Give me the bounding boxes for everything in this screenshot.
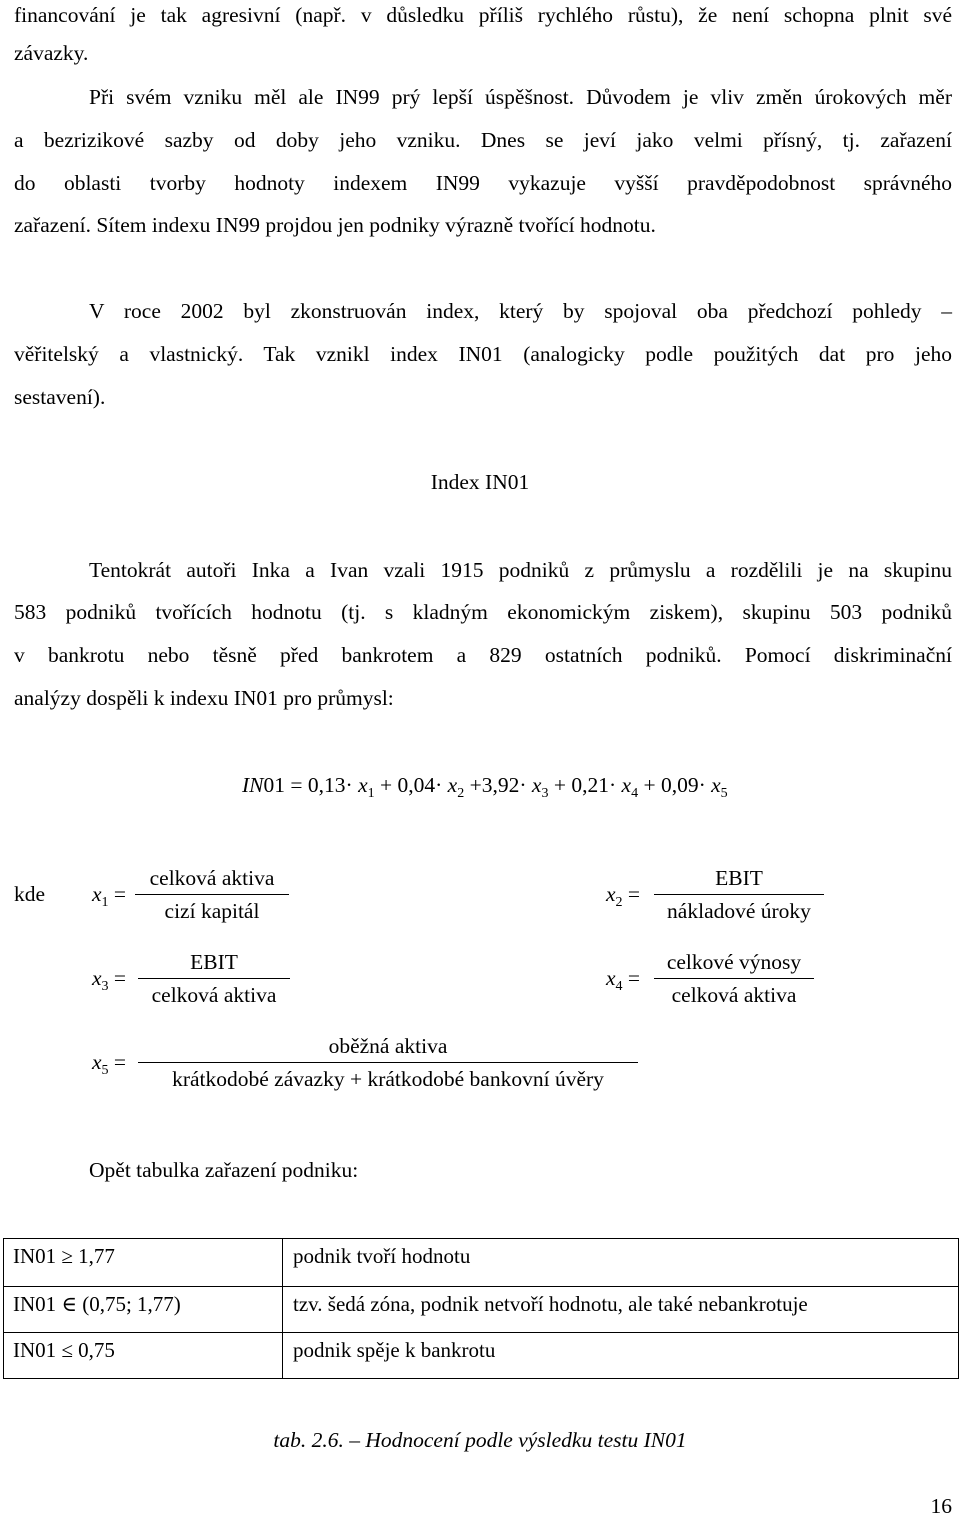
formula-coefficient: 0,13 xyxy=(307,773,346,797)
result-cell: podnik spěje k bankrotu xyxy=(283,1333,959,1379)
fraction-bar xyxy=(138,1062,638,1063)
table-row xyxy=(4,1287,959,1333)
fraction-bar xyxy=(135,894,289,895)
fraction-denominator: krátkodobé závazky + krátkodobé bankovní úvěry xyxy=(172,1067,604,1091)
fraction-bar xyxy=(654,894,824,895)
x1-variable: $x_1$ = xyxy=(92,882,127,910)
formula-subscript: 1 xyxy=(367,786,375,801)
result-cell: podnik tvoří hodnotu xyxy=(283,1239,959,1287)
formula-coefficient: 0,09 xyxy=(660,773,699,797)
condition-cell: IN01 ≥ 1,77 xyxy=(4,1239,283,1287)
table-intro: Opět tabulka zařazení podniku: xyxy=(89,1158,359,1182)
where-label: kde xyxy=(14,882,46,906)
fraction-denominator: cizí kapitál xyxy=(164,899,260,923)
text-line: věřitelský a vlastnický. Tak vznikl index IN01 (analogicky podle použitých dat pro jeho xyxy=(14,342,952,366)
fraction-denominator: nákladové úroky xyxy=(667,899,811,923)
assessment-table xyxy=(3,1238,959,1379)
text-line: v bankrotu nebo těsně před bankrotem a 829 ostatních podniků. Pomocí diskriminační xyxy=(14,643,952,667)
text-line: financování je tak agresivní (např. v důsledku příliš rychlého růstu), že není schopna plnit své xyxy=(14,3,952,27)
table-caption: tab. 2.6. – Hodnocení podle výsledku testu IN01 xyxy=(273,1428,687,1452)
fraction-numerator: celkové výnosy xyxy=(666,950,802,974)
formula-coefficient: 0,21 xyxy=(571,773,609,797)
x3-fraction xyxy=(138,950,290,1008)
formula-operator: + xyxy=(643,773,656,797)
formula-subscript: 2 xyxy=(457,786,465,801)
condition-cell: IN01 ≤ 0,75 xyxy=(4,1333,283,1379)
formula-lhs: IN xyxy=(242,773,264,797)
x4-fraction xyxy=(654,950,814,1008)
fraction-numerator: EBIT xyxy=(715,866,763,890)
page-number: 16 xyxy=(930,1494,952,1518)
formula-operator: + xyxy=(379,773,393,797)
text-line: do oblasti tvorby hodnoty indexem IN99 vykazuje vyšší pravděpodobnost správného xyxy=(14,171,952,195)
x5-variable: $x_5$ = xyxy=(92,1050,127,1078)
x2-variable: $x_2$ = xyxy=(606,882,641,910)
section-heading: Index IN01 xyxy=(430,470,530,494)
result-cell: tzv. šedá zóna, podnik netvoří hodnotu, ale také nebankrotuje xyxy=(283,1287,959,1333)
table-row xyxy=(4,1239,959,1287)
fraction-bar xyxy=(654,978,814,979)
fraction-denominator: celková aktiva xyxy=(671,983,797,1007)
text-line: Při svém vzniku měl ale IN99 prý lepší úspěšnost. Důvodem je vliv změn úrokových měr xyxy=(89,85,952,109)
formula-operator: + xyxy=(553,773,566,797)
fraction-numerator: EBIT xyxy=(190,950,238,974)
fraction-numerator: celková aktiva xyxy=(149,866,275,890)
x4-variable: $x_4$ = xyxy=(606,966,641,994)
text-line: závazky. xyxy=(14,41,89,65)
formula-coefficient: 3,92 xyxy=(481,773,520,797)
fraction-bar xyxy=(138,978,290,979)
text-line: Tentokrát autoři Inka a Ivan vzali 1915 podniků z průmyslu a rozdělili je na skupinu xyxy=(89,558,952,582)
formula-subscript: 4 xyxy=(631,786,639,801)
condition-cell: IN01 ∈ (0,75; 1,77) xyxy=(4,1287,283,1333)
table-row xyxy=(4,1333,959,1379)
in01-formula: $IN01 = 0,13\cdot x_1 + 0,04\cdot x_2 +3,92\cdot x_3 + 0,21\cdot x_4 + 0,09\cdot x_5$ xyxy=(242,773,728,801)
x5-fraction xyxy=(138,1034,638,1092)
formula-lhs-number: 01 xyxy=(263,773,285,797)
formula-subscript: 5 xyxy=(720,786,728,801)
text-line: 583 podniků tvořících hodnotu (tj. s kladným ekonomickým ziskem), skupinu 503 podniků xyxy=(14,600,952,624)
text-line: a bezrizikové sazby od doby jeho vzniku. Dnes se jeví jako velmi přísný, tj. zařazení xyxy=(14,128,952,152)
formula-operator: + xyxy=(469,773,482,797)
formula-coefficient: 0,04 xyxy=(397,773,436,797)
text-line: sestavení). xyxy=(14,385,106,409)
x1-fraction xyxy=(135,866,289,924)
formula-subscript: 3 xyxy=(541,786,549,801)
fraction-numerator: oběžná aktiva xyxy=(328,1034,448,1058)
formula-operator: = xyxy=(290,773,303,797)
x2-fraction xyxy=(654,866,824,924)
text-line: analýzy dospěli k indexu IN01 pro průmysl: xyxy=(14,686,394,710)
text-line: zařazení. Sítem indexu IN99 projdou jen podniky výrazně tvořící hodnotu. xyxy=(14,213,656,237)
fraction-denominator: celková aktiva xyxy=(151,983,277,1007)
text-line: V roce 2002 byl zkonstruován index, který by spojoval oba předchozí pohledy – xyxy=(89,299,952,323)
x3-variable: $x_3$ = xyxy=(92,966,127,994)
